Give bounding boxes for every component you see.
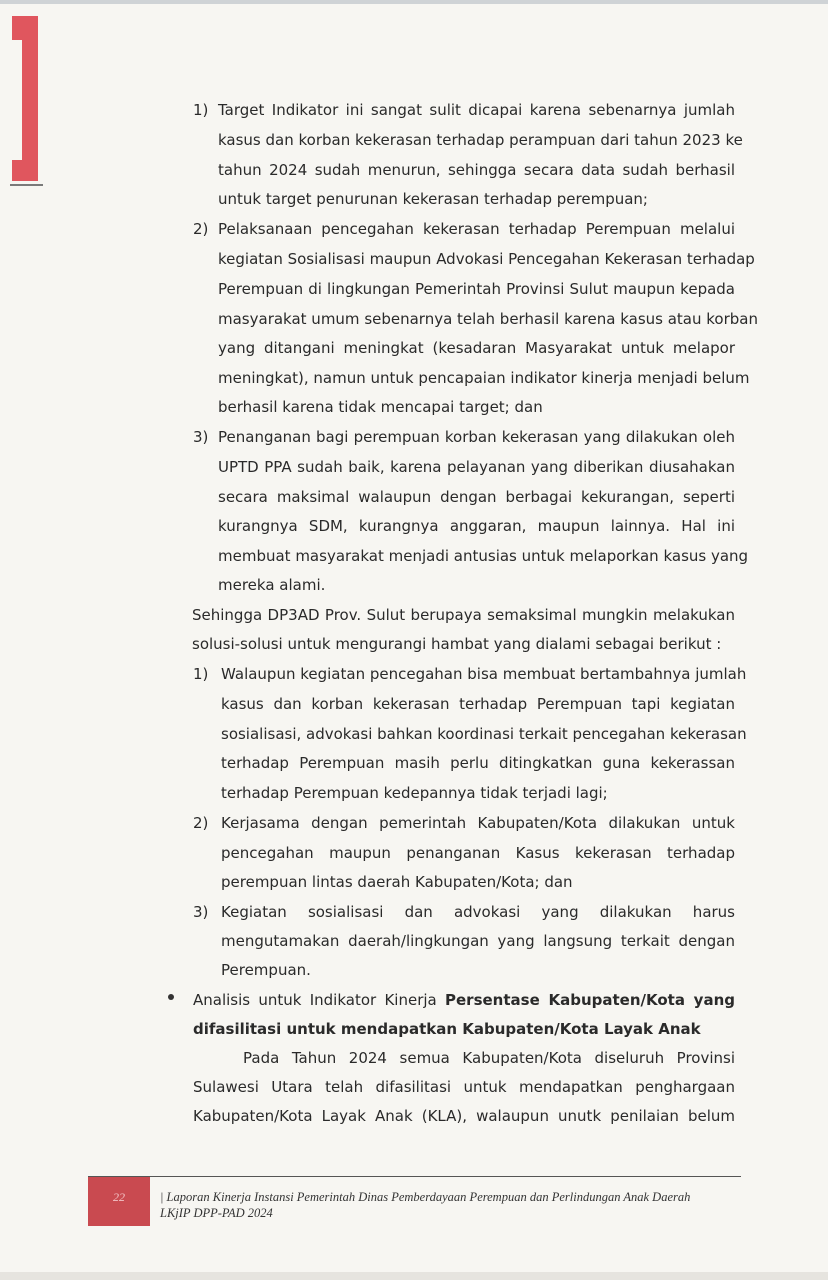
page-number: 22 <box>113 1190 125 1204</box>
bullet-icon <box>168 994 174 1000</box>
footer-title-line1: | Laporan Kinerja Instansi Pemerintah Dinas Pemberdayaan Perempuan dan Perlindungan Anak Daerah <box>160 1190 691 1204</box>
list-line: perempuan lintas daerah Kabupaten/Kota; dan <box>221 873 573 891</box>
paragraph-line: Sehingga DP3AD Prov. Sulut berupaya semaksimal mungkin melakukan <box>192 606 735 624</box>
paragraph-line: Sulawesi Utara telah difasilitasi untuk mendapatkan penghargaan <box>193 1078 735 1096</box>
list-number: 1) <box>193 665 209 683</box>
analysis-heading-line2 <box>193 1020 735 1038</box>
list-line: Kerjasama dengan pemerintah Kabupaten/Kota dilakukan untuk <box>221 814 735 832</box>
list-line: Perempuan di lingkungan Pemerintah Provinsi Sulut maupun kepada <box>218 280 735 298</box>
footer-rule <box>88 1176 741 1177</box>
list-line: untuk target penurunan kekerasan terhadap perempuan; <box>218 190 648 208</box>
list-number: 2) <box>193 220 209 238</box>
page-bottom-edge <box>0 1272 828 1280</box>
list-line: Pelaksanaan pencegahan kekerasan terhadap Perempuan melalui <box>218 220 735 238</box>
footer-title-line2: LKjIP DPP-PAD 2024 <box>160 1206 273 1220</box>
analysis-heading <box>193 991 735 1009</box>
list-line: secara maksimal walaupun dengan berbagai kekurangan, seperti <box>218 488 735 506</box>
bookmark-notch <box>12 40 22 160</box>
analysis-bold-1: Persentase Kabupaten/Kota yang <box>445 991 735 1009</box>
page-top-edge <box>0 0 828 4</box>
analysis-bold-2: difasilitasi untuk mendapatkan Kabupaten/Kota Layak Anak <box>193 1020 701 1038</box>
list-number: 3) <box>193 903 209 921</box>
list-number: 1) <box>193 101 209 119</box>
list-number: 2) <box>193 814 209 832</box>
paragraph-line: Pada Tahun 2024 semua Kabupaten/Kota diseluruh Provinsi <box>243 1049 735 1067</box>
list-line: yang ditangani meningkat (kesadaran Masyarakat untuk melapor <box>218 339 735 357</box>
analysis-prefix: Analisis untuk Indikator Kinerja <box>193 991 445 1009</box>
list-line: Perempuan. <box>221 961 311 979</box>
list-line: berhasil karena tidak mencapai target; dan <box>218 398 543 416</box>
list-line: UPTD PPA sudah baik, karena pelayanan yang diberikan diusahakan <box>218 458 735 476</box>
list-line: masyarakat umum sebenarnya telah berhasil karena kasus atau korban <box>218 310 758 328</box>
list-line: Penanganan bagi perempuan korban kekerasan yang dilakukan oleh <box>218 428 735 446</box>
list-line: terhadap Perempuan kedepannya tidak terjadi lagi; <box>221 784 608 802</box>
list-line: kegiatan Sosialisasi maupun Advokasi Pencegahan Kekerasan terhadap <box>218 250 755 268</box>
list-number: 3) <box>193 428 209 446</box>
list-line: mengutamakan daerah/lingkungan yang langsung terkait dengan <box>221 932 735 950</box>
list-line: Target Indikator ini sangat sulit dicapai karena sebenarnya jumlah <box>218 101 735 119</box>
list-line: meningkat), namun untuk pencapaian indikator kinerja menjadi belum <box>218 369 750 387</box>
list-line: sosialisasi, advokasi bahkan koordinasi terkait pencegahan kekerasan <box>221 725 747 743</box>
list-line: kurangnya SDM, kurangnya anggaran, maupun lainnya. Hal ini <box>218 517 735 535</box>
list-line: pencegahan maupun penanganan Kasus kekerasan terhadap <box>221 844 735 862</box>
list-line: membuat masyarakat menjadi antusias untuk melaporkan kasus yang <box>218 547 749 565</box>
paragraph-line: Kabupaten/Kota Layak Anak (KLA), walaupun unutk penilaian belum <box>193 1107 735 1125</box>
list-line: tahun 2024 sudah menurun, sehingga secara data sudah berhasil <box>218 161 735 179</box>
paragraph-line: solusi-solusi untuk mengurangi hambat yang dialami sebagai berikut : <box>192 635 722 653</box>
list-line: mereka alami. <box>218 576 326 594</box>
list-line: kasus dan korban kekerasan terhadap perampuan dari tahun 2023 ke <box>218 131 743 149</box>
list-line: Kegiatan sosialisasi dan advokasi yang dilakukan harus <box>221 903 735 921</box>
list-line: terhadap Perempuan masih perlu ditingkatkan guna kekerassan <box>221 754 735 772</box>
list-line: kasus dan korban kekerasan terhadap Perempuan tapi kegiatan <box>221 695 735 713</box>
bookmark-underline <box>10 184 43 186</box>
list-line: Walaupun kegiatan pencegahan bisa membuat bertambahnya jumlah <box>221 665 747 683</box>
